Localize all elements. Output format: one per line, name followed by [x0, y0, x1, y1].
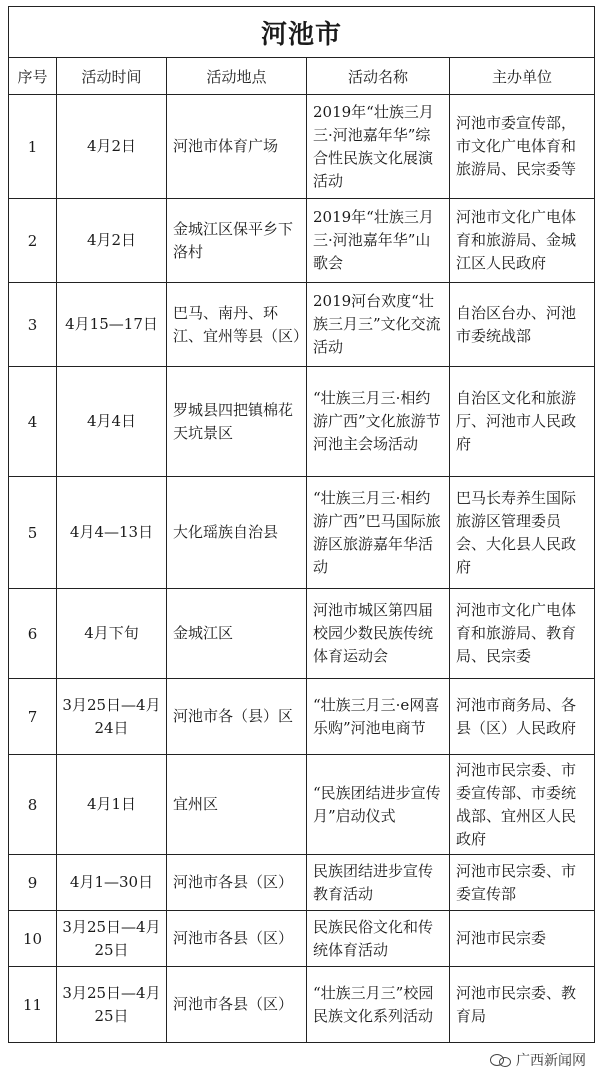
row-time: 3月25日—4月25日: [57, 911, 167, 967]
table-row: [9, 855, 595, 911]
row-place: 河池市各县（区）: [167, 911, 307, 967]
row-activity: 2019年“壮族三月三·河池嘉年华”山歌会: [307, 199, 450, 283]
row-activity: “壮族三月三·e网喜乐购”河池电商节: [307, 679, 450, 755]
row-organizer: 河池市民宗委: [450, 911, 595, 967]
row-organizer: 河池市文化广电体育和旅游局、金城江区人民政府: [450, 199, 595, 283]
header-org: 主办单位: [450, 58, 595, 95]
row-organizer: 自治区文化和旅游厅、河池市人民政府: [450, 367, 595, 477]
row-organizer: 河池市民宗委、教育局: [450, 967, 595, 1043]
table-row: [9, 283, 595, 367]
row-activity: “壮族三月三·相约游广西”巴马国际旅游区旅游嘉年华活动: [307, 477, 450, 589]
table-row: [9, 967, 595, 1043]
row-no: 5: [9, 477, 57, 589]
header-place: 活动地点: [167, 58, 307, 95]
row-organizer: 河池市民宗委、市委宣传部: [450, 855, 595, 911]
row-organizer: 河池市委宣传部，市文化广电体育和旅游局、民宗委等: [450, 95, 595, 199]
row-time: 3月25日—4月24日: [57, 679, 167, 755]
table-row: [9, 199, 595, 283]
wechat-icon: [490, 1053, 512, 1067]
row-no: 1: [9, 95, 57, 199]
row-no: 11: [9, 967, 57, 1043]
activity-table: [8, 6, 595, 1043]
watermark: [490, 1050, 586, 1070]
title-row: [9, 7, 595, 58]
row-no: 3: [9, 283, 57, 367]
activity-schedule-sheet: [8, 6, 594, 1043]
row-organizer: 河池市民宗委、市委宣传部、市委统战部、宜州区人民政府: [450, 755, 595, 855]
row-activity: “民族团结进步宣传月”启动仪式: [307, 755, 450, 855]
row-time: 3月25日—4月25日: [57, 967, 167, 1043]
row-activity: 2019河台欢度“壮族三月三”文化交流活动: [307, 283, 450, 367]
row-time: 4月4—13日: [57, 477, 167, 589]
row-place: 罗城县四把镇棉花天坑景区: [167, 367, 307, 477]
row-place: 金城江区保平乡下洛村: [167, 199, 307, 283]
row-organizer: 河池市商务局、各县（区）人民政府: [450, 679, 595, 755]
table-row: [9, 95, 595, 199]
row-time: 4月1日: [57, 755, 167, 855]
row-place: 金城江区: [167, 589, 307, 679]
row-no: 10: [9, 911, 57, 967]
row-no: 6: [9, 589, 57, 679]
row-activity: 民族团结进步宣传教育活动: [307, 855, 450, 911]
row-no: 7: [9, 679, 57, 755]
row-place: 河池市各县（区）: [167, 967, 307, 1043]
header-time: 活动时间: [57, 58, 167, 95]
row-no: 8: [9, 755, 57, 855]
row-time: 4月4日: [57, 367, 167, 477]
table-row: [9, 477, 595, 589]
header-no: 序号: [9, 58, 57, 95]
row-no: 9: [9, 855, 57, 911]
row-place: 河池市体育广场: [167, 95, 307, 199]
table-row: [9, 589, 595, 679]
header-row: [9, 58, 595, 95]
table-row: [9, 367, 595, 477]
row-no: 4: [9, 367, 57, 477]
row-organizer: 自治区台办、河池市委统战部: [450, 283, 595, 367]
row-place: 巴马、南丹、环江、宜州等县（区）: [167, 283, 307, 367]
row-activity: 河池市城区第四届校园少数民族传统体育运动会: [307, 589, 450, 679]
row-time: 4月15—17日: [57, 283, 167, 367]
row-time: 4月1—30日: [57, 855, 167, 911]
row-activity: “壮族三月三·相约游广西”文化旅游节河池主会场活动: [307, 367, 450, 477]
row-organizer: 河池市文化广电体育和旅游局、教育局、民宗委: [450, 589, 595, 679]
row-place: 河池市各县（区）: [167, 855, 307, 911]
row-activity: 民族民俗文化和传统体育活动: [307, 911, 450, 967]
table-row: [9, 911, 595, 967]
watermark-text: 广西新闻网: [516, 1053, 586, 1069]
row-place: 大化瑶族自治县: [167, 477, 307, 589]
row-time: 4月下旬: [57, 589, 167, 679]
row-organizer: 巴马长寿养生国际旅游区管理委员会、大化县人民政府: [450, 477, 595, 589]
table-title: 河池市: [9, 7, 595, 58]
header-name: 活动名称: [307, 58, 450, 95]
row-place: 河池市各（县）区: [167, 679, 307, 755]
table-row: [9, 679, 595, 755]
row-no: 2: [9, 199, 57, 283]
row-activity: 2019年“壮族三月三·河池嘉年华”综合性民族文化展演活动: [307, 95, 450, 199]
row-time: 4月2日: [57, 95, 167, 199]
row-place: 宜州区: [167, 755, 307, 855]
table-row: [9, 755, 595, 855]
row-activity: “壮族三月三”校园民族文化系列活动: [307, 967, 450, 1043]
row-time: 4月2日: [57, 199, 167, 283]
